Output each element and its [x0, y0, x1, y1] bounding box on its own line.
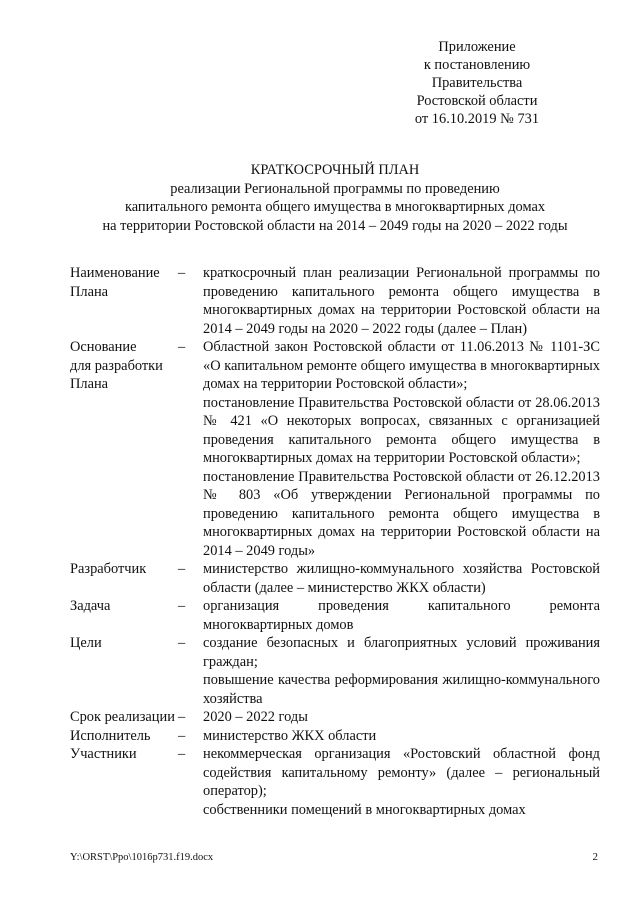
row-dash: – [178, 727, 186, 744]
row-paragraph: 2020 – 2022 годы [203, 709, 308, 725]
appendix-line: от 16.10.2019 № 731 [414, 111, 540, 127]
document-title [70, 161, 600, 235]
row-basis [70, 338, 600, 560]
row-content [203, 264, 600, 338]
row-label-line: Исполнитель [70, 727, 151, 744]
row-developer [70, 560, 600, 597]
row-paragraph: министерство ЖКХ области [203, 727, 377, 744]
row-label [70, 338, 178, 394]
row-dash: – [178, 746, 186, 762]
row-label-line: Срок реализации [70, 709, 175, 725]
appendix-line: Ростовской области [416, 93, 538, 109]
row-executor [70, 727, 600, 746]
row-paragraph: краткосрочный план реализации Региональной программы по проведению капитального ремонта общего имущества в многоквартирных домах на территории Ростовской области на 2014 – 2049 годы на 2020 – 2022 годы (далее – План) [203, 265, 600, 337]
appendix-line: Приложение [438, 39, 516, 55]
title-line: реализации Региональной программы по проведению [170, 180, 500, 197]
row-goals [70, 634, 600, 708]
row-name [70, 264, 600, 338]
row-paragraph: организация проведения капитального ремонта многоквартирных домов [203, 598, 600, 633]
row-dash: – [178, 339, 186, 355]
row-content [203, 338, 600, 560]
row-label [70, 727, 178, 746]
row-paragraph: постановление Правительства Ростовской области от 26.12.2013 № 803 «Об утверждении Региональной программы по проведению капитального ремонта общего имущества в многоквартирных домах на территории Ростовской области на 2014 – 2049 годы» [203, 468, 600, 559]
footer-file-path: Y:\ORST\Ppo\1016p731.f19.docx [70, 852, 214, 863]
row-dash: – [178, 598, 186, 614]
appendix-line: к постановлению [423, 57, 531, 73]
row-paragraph: министерство жилищно-коммунального хозяйства Ростовской области (далее – министерство ЖКХ области) [203, 561, 600, 596]
row-label [70, 745, 178, 764]
row-participants [70, 745, 600, 819]
title-line: капитального ремонта общего имущества в многоквартирных домах [124, 199, 546, 215]
row-label-line: Плана [70, 283, 109, 300]
title-heading: КРАТКОСРОЧНЫЙ ПЛАН [250, 162, 420, 178]
row-label-line: Цели [70, 635, 102, 651]
row-paragraph: собственники помещений в многоквартирных домах [203, 801, 526, 818]
row-label-line: Наименование [70, 265, 160, 281]
row-content [203, 597, 600, 634]
row-content [203, 560, 600, 597]
passport-table [70, 264, 600, 819]
row-label [70, 708, 178, 727]
row-task [70, 597, 600, 634]
row-dash: – [178, 709, 186, 725]
row-paragraph: некоммерческая организация «Ростовский областной фонд содействия капитальному ремонту» (далее – региональный оператор); [203, 746, 600, 799]
title-line: на территории Ростовской области на 2014 – 2049 годы на 2020 – 2022 годы [102, 217, 568, 234]
row-label [70, 597, 178, 616]
row-content [203, 745, 600, 819]
row-content [203, 634, 600, 708]
row-dash: – [178, 265, 186, 281]
row-paragraph: постановление Правительства Ростовской области от 28.06.2013 № 421 «О некоторых вопросах, связанных с организацией проведения капитального ремонта общего имущества в многоквартирных домах на территории Ростовской области»; [203, 394, 600, 466]
row-label-line: Участники [70, 746, 137, 762]
row-label [70, 264, 178, 301]
row-dash: – [178, 561, 186, 577]
row-label-line: Плана [70, 376, 109, 392]
row-content [203, 708, 600, 727]
row-content [203, 727, 600, 746]
row-label [70, 560, 178, 579]
row-paragraph: повышение качества реформирования жилищно-коммунального хозяйства [203, 672, 600, 707]
row-label-line: для разработки [70, 357, 163, 374]
appendix-header [382, 38, 572, 128]
row-label-line: Основание [70, 339, 137, 355]
row-label [70, 634, 178, 653]
appendix-line: Правительства [431, 75, 523, 91]
row-label-line: Задача [70, 598, 111, 614]
row-term [70, 708, 600, 727]
page-number: 2 [592, 851, 598, 863]
row-dash: – [178, 635, 186, 651]
row-label-line: Разработчик [70, 561, 147, 577]
row-paragraph: Областной закон Ростовской области от 11.06.2013 № 1101-ЗС «О капитальном ремонте общего имущества в многоквартирных домах на территории Ростовской области»; [203, 339, 600, 392]
row-paragraph: создание безопасных и благоприятных условий проживания граждан; [203, 635, 600, 670]
